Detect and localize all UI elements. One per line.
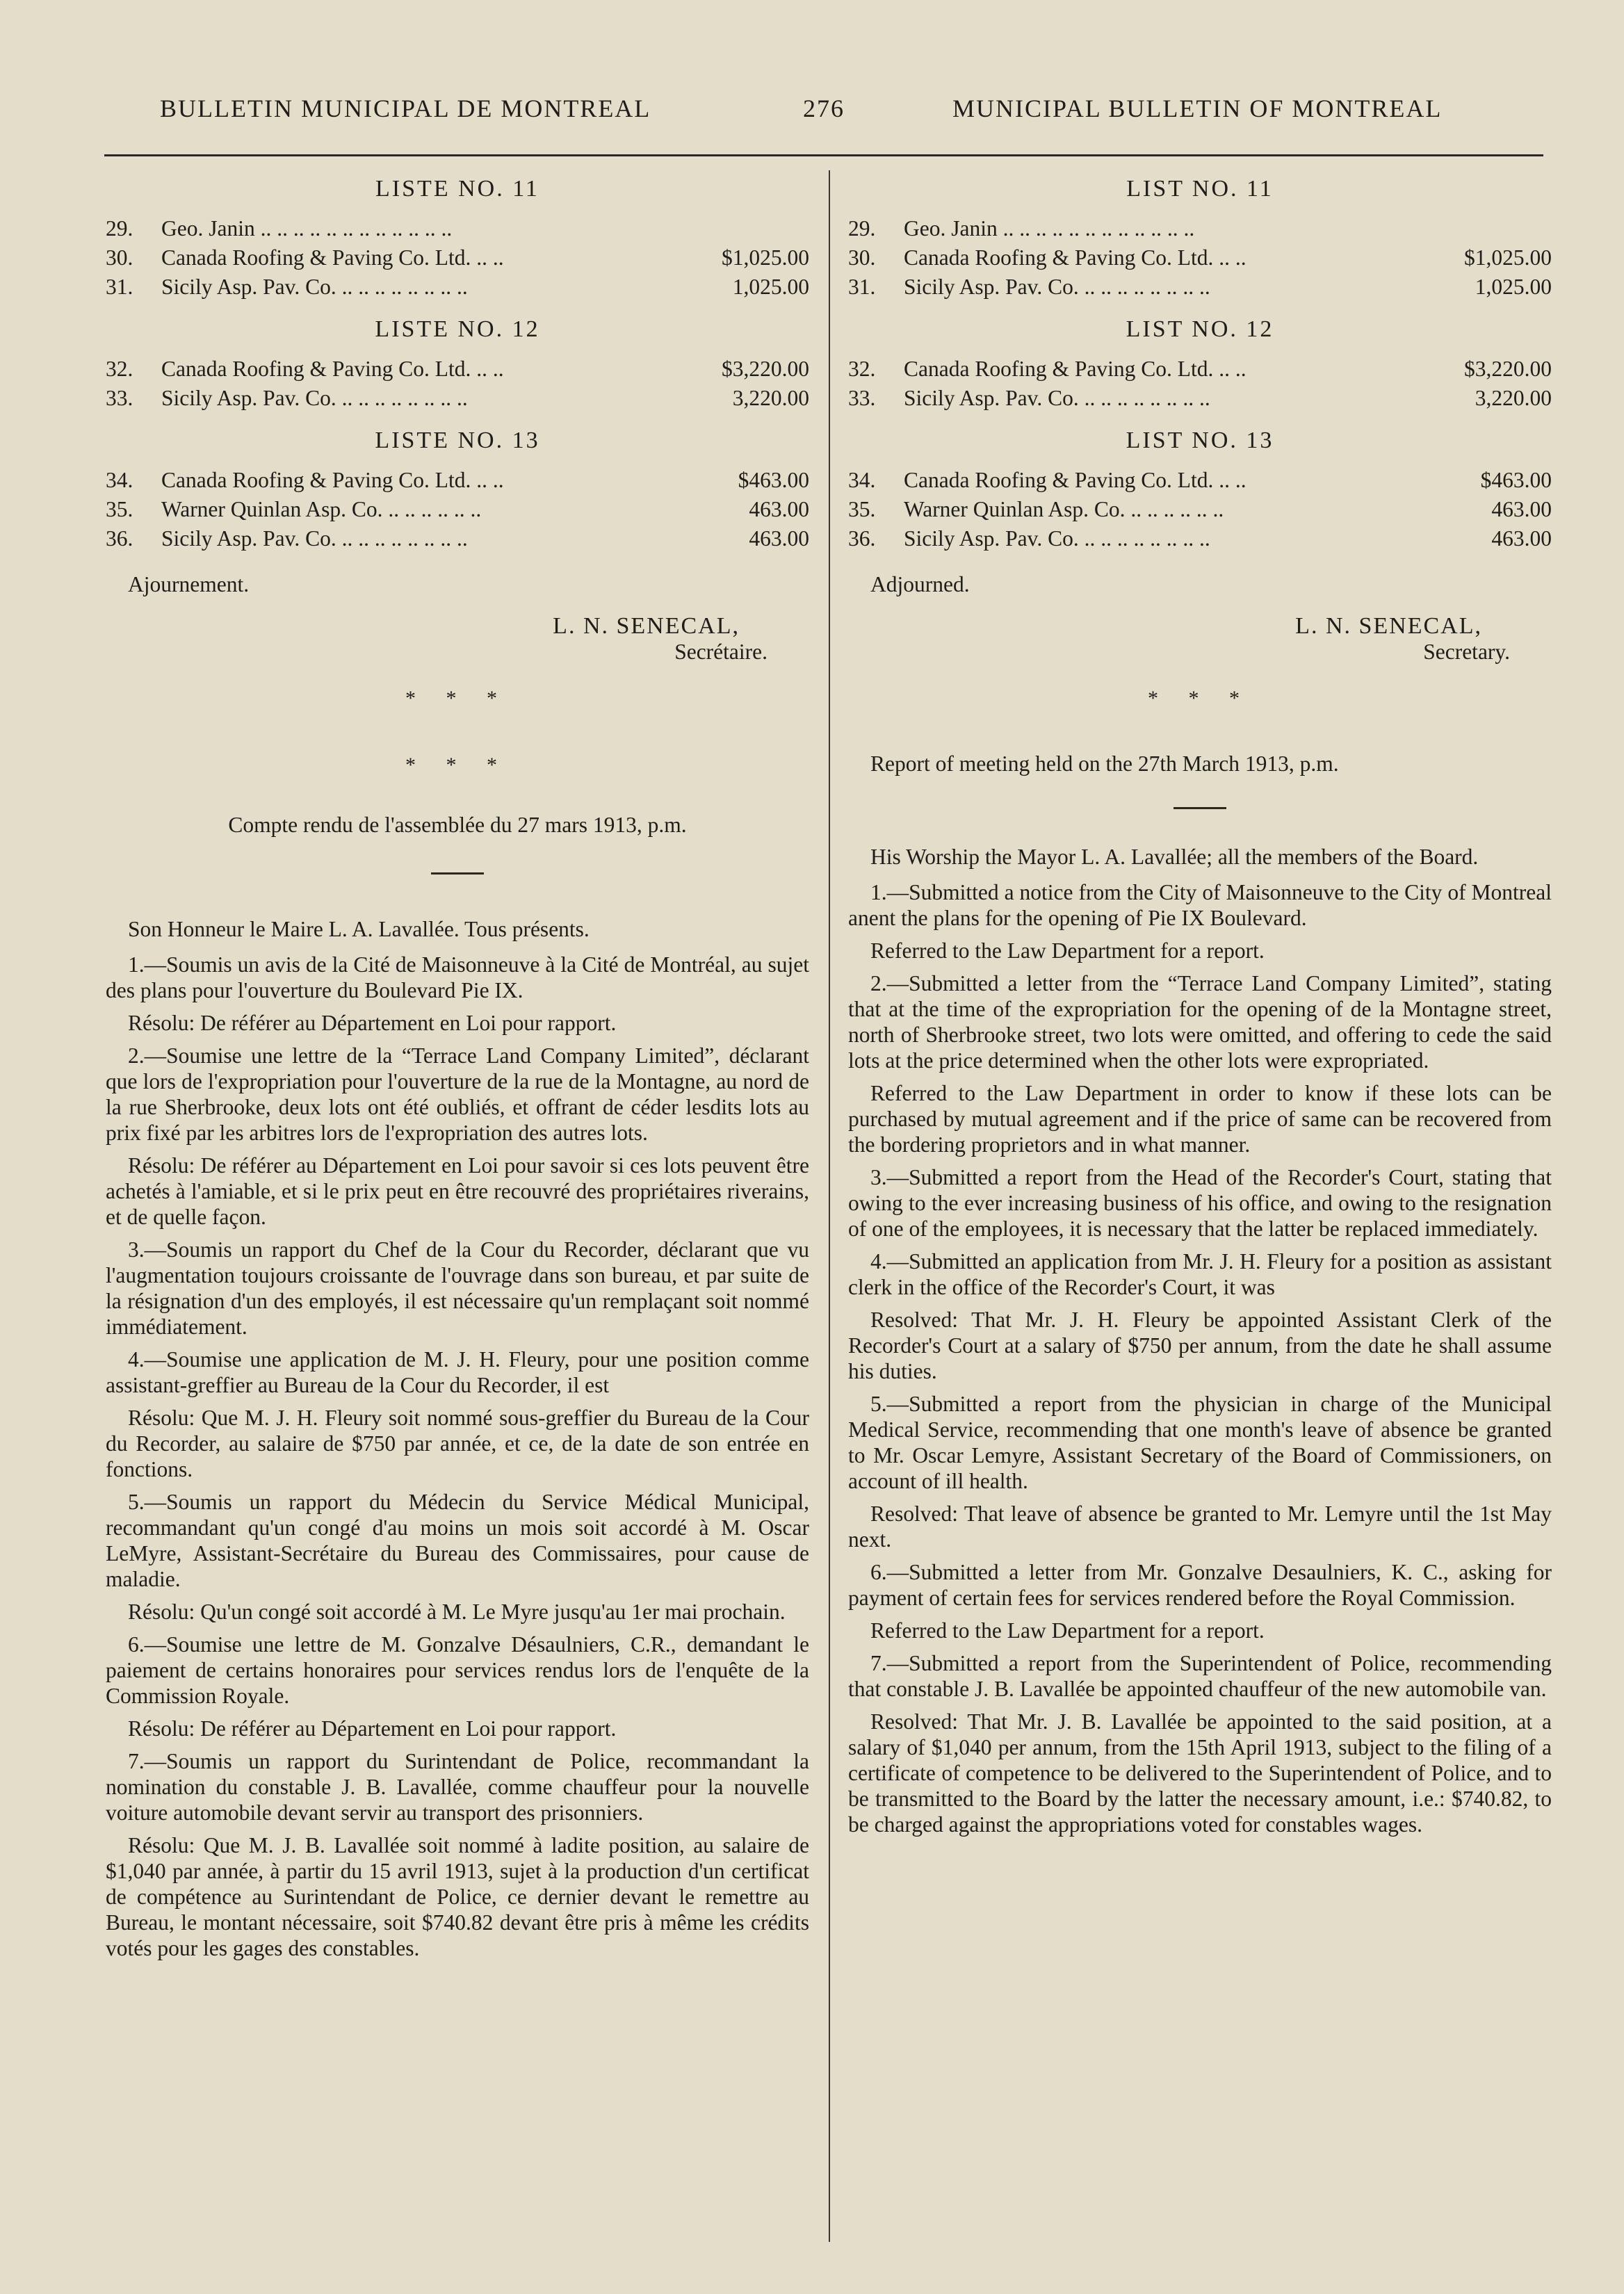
bid-amount: $463.00 [1480,468,1552,492]
bid-row [106,384,809,413]
minutes-paragraph: 3.—Soumis un rapport du Chef de la Cour du Recorder, déclarant que vu l'augmentation toujours croissante de l'ouvrage dans son bureau, et par suite de la résignation d'un des employés, il est nécessaire qu'un remplaçant soit nommé immédiatement. [106,1237,809,1339]
signature [848,613,1510,665]
minutes-paragraph: 1.—Submitted a notice from the City of Maisonneuve to the City of Montreal anent the plans for the opening of Pie IX Boulevard. [848,880,1552,930]
bid-number: 34. [848,468,876,492]
bid-amount: $463.00 [738,468,809,492]
minutes-paragraph: Referred to the Law Department in order to know if these lots can be purchased by mutual agreement and if the price of same can be recovered from the bordering proprietors and in what manner. [848,1081,1552,1157]
column-divider [829,170,830,2242]
bid-amount: 463.00 [1491,526,1552,551]
minutes-paragraph: 6.—Submitted a letter from Mr. Gonzalve Desaulniers, K. C., asking for payment of certain fees for services rendered before the Royal Commission. [848,1560,1552,1610]
signature-title: Secrétaire. [674,640,768,664]
bid-row [106,272,809,302]
minutes-paragraph: Resolved: That leave of absence be granted to Mr. Lemyre until the 1st May next. [848,1502,1552,1552]
bid-amount: 3,220.00 [1475,386,1552,410]
minutes-paragraph: His Worship the Mayor L. A. Lavallée; all the members of the Board. [870,845,1479,869]
bid-row [106,214,809,243]
bid-contractor: Sicily Asp. Pav. Co. .. .. .. .. .. .. .. .. [161,526,468,551]
header-rule [104,154,1543,156]
list-title: LISTE NO. 12 [375,316,540,342]
minutes-paragraph: 3.—Submitted a report from the Head of the Recorder's Court, stating that owing to the ever increasing business of his office, and owing to the resignation of one of the employees, it is necessary that the latter be replaced immediately. [848,1165,1552,1241]
left-column-french [106,175,809,1968]
signature-name: L. N. SENECAL, [553,613,740,639]
report-title: Report of meeting held on the 27th March 1913, p.m. [870,751,1339,776]
bid-contractor: Sicily Asp. Pav. Co. .. .. .. .. .. .. .. .. [904,386,1210,410]
minutes-paragraph: Referred to the Law Department for a report. [870,938,1265,963]
bid-contractor: Warner Quinlan Asp. Co. .. .. .. .. .. .. [161,497,482,521]
header-left-title: BULLETIN MUNICIPAL DE MONTREAL [160,95,651,122]
list-block [848,427,1552,553]
bid-number: 36. [848,526,876,551]
list-title: LIST NO. 12 [1126,316,1274,342]
bid-row [848,355,1552,384]
bid-contractor: Sicily Asp. Pav. Co. .. .. .. .. .. .. .. .. [161,275,468,299]
bid-number: 31. [106,275,133,299]
bid-contractor: Sicily Asp. Pav. Co. .. .. .. .. .. .. .. .. [904,526,1210,551]
bid-contractor: Geo. Janin .. .. .. .. .. .. .. .. .. .. .. .. [904,216,1195,241]
section-separator-stars: * * * [405,754,510,776]
bid-number: 36. [106,526,133,551]
bid-number: 33. [106,386,133,410]
minutes-paragraph: Résolu: Qu'un congé soit accordé à M. Le Myre jusqu'au 1er mai prochain. [128,1600,786,1624]
minutes-paragraph: 4.—Soumise une application de M. J. H. Fleury, pour une position comme assistant-greffier au Bureau de la Cour du Recorder, il est [106,1347,809,1397]
bid-row [106,495,809,524]
bid-number: 32. [106,357,133,381]
short-rule [1174,807,1226,809]
bid-contractor: Canada Roofing & Paving Co. Ltd. .. .. [904,245,1247,270]
minutes-paragraph: 4.—Submitted an application from Mr. J. H. Fleury for a position as assistant clerk in the office of the Recorder's Court, it was [848,1249,1552,1299]
page-header [104,94,1536,136]
minutes-paragraph: Résolu: De référer au Département en Loi pour savoir si ces lots peuvent être achetés à l'amiable, et si le prix peut en être recouvré des propriétaires riverains, et de quelle façon. [106,1153,809,1229]
minutes-paragraph: Resolved: That Mr. J. H. Fleury be appointed Assistant Clerk of the Recorder's Court at a salary of $750 per annum, from the date he shall assume his duties. [848,1308,1552,1383]
bid-contractor: Warner Quinlan Asp. Co. .. .. .. .. .. .. [904,497,1224,521]
bid-row [848,243,1552,272]
signature-name: L. N. SENECAL, [1295,613,1482,639]
list-block [106,175,809,302]
bid-row [848,466,1552,495]
bid-number: 29. [106,216,133,241]
minutes-paragraph: Referred to the Law Department for a report. [870,1618,1265,1643]
bid-contractor: Geo. Janin .. .. .. .. .. .. .. .. .. .. .. .. [161,216,453,241]
bid-number: 34. [106,468,133,492]
bid-contractor: Canada Roofing & Paving Co. Ltd. .. .. [161,468,504,492]
header-right-title: MUNICIPAL BULLETIN OF MONTREAL [952,95,1443,122]
minutes-paragraph: Résolu: Que M. J. B. Lavallée soit nommé à ladite position, au salaire de $1,040 par année, à partir du 15 avril 1913, sujet à la production d'un certificat de compétence au Surintendant de Police, ce dernier devant le remettre au Bureau, le montant nécessaire, soit $740.82 devant être pris à même les crédits votés pour les gages des constables. [106,1833,809,1960]
signature-title: Secretary. [1423,640,1510,664]
bid-amount: 463.00 [1491,497,1552,521]
bid-contractor: Canada Roofing & Paving Co. Ltd. .. .. [161,245,504,270]
list-title: LIST NO. 11 [1126,176,1274,202]
adjournment-note: Ajournement. [128,572,250,596]
bid-number: 35. [106,497,133,521]
minutes-paragraph: 2.—Soumise une lettre de la “Terrace Land Company Limited”, déclarant que lors de l'expropriation pour l'ouverture de la rue de la Montagne, au nord de la rue Sherbrooke, deux lots ont été oubliés, et offrant de céder lesdits lots au prix fixé par les arbitres lors de l'expropriation des autres lots. [106,1043,809,1145]
bid-amount: 3,220.00 [732,386,809,410]
minutes-paragraph: 7.—Soumis un rapport du Surintendant de Police, recommandant la nomination du constable J. B. Lavallée, comme chauffeur pour la nouvelle voiture automobile devant servir au transport des prisonniers. [106,1749,809,1825]
short-rule [431,872,484,875]
bid-amount: 463.00 [749,497,809,521]
minutes-paragraph: Resolved: That Mr. J. B. Lavallée be appointed to the said position, at a salary of $1,040 per annum, from the 15th April 1913, subject to the filing of a certificate of competence to be delivered to the Superintendent of Police, and to be transmitted to the Board by the latter the necessary amount, i.e.: $740.82, to be charged against the appropriations voted for constables wages. [848,1709,1552,1837]
list-block [106,316,809,413]
bid-amount: $1,025.00 [722,245,809,270]
bid-row [106,466,809,495]
minutes-paragraph: 7.—Submitted a report from the Superintendent of Police, recommending that constable J. B. Lavallée be appointed chauffeur of the new automobile van. [848,1651,1552,1701]
bid-amount: 1,025.00 [732,275,809,299]
bid-amount: $3,220.00 [722,357,809,381]
minutes-paragraph: 5.—Soumis un rapport du Médecin du Service Médical Municipal, recommandant qu'un congé d'au moins un mois soit accordé à M. Oscar LeMyre, Assistant-Secrétaire du Bureau des Commissaires, pour cause de maladie. [106,1490,809,1591]
bid-number: 30. [106,245,133,270]
page-number: 276 [803,95,845,122]
minutes-paragraph: Résolu: De référer au Département en Loi pour rapport. [128,1716,617,1741]
section-separator-stars: * * * [1148,687,1252,710]
bid-row [106,524,809,553]
bid-row [848,495,1552,524]
bid-amount: 1,025.00 [1475,275,1552,299]
minutes-paragraph: 6.—Soumise une lettre de M. Gonzalve Désaulniers, C.R., demandant le paiement de certains honoraires pour services rendus lors de l'enquête de la Commission Royale. [106,1632,809,1708]
bid-row [848,524,1552,553]
list-block [848,316,1552,413]
adjournment-note: Adjourned. [870,572,970,596]
minutes-paragraph: Son Honneur le Maire L. A. Lavallée. Tous présents. [128,917,590,941]
bid-row [848,214,1552,243]
bid-amount: $1,025.00 [1464,245,1552,270]
bid-row [848,272,1552,302]
bid-amount: $3,220.00 [1464,357,1552,381]
section-separator-stars: * * * [405,687,510,710]
signature [106,613,768,665]
bid-number: 29. [848,216,876,241]
bid-contractor: Canada Roofing & Paving Co. Ltd. .. .. [904,468,1247,492]
minutes-paragraph: Résolu: Que M. J. H. Fleury soit nommé sous-greffier du Bureau de la Cour du Recorder, au salaire de $750 par année, et ce, de la date de son entrée en fonctions. [106,1406,809,1481]
bid-row [106,243,809,272]
bid-number: 33. [848,386,876,410]
bid-contractor: Canada Roofing & Paving Co. Ltd. .. .. [161,357,504,381]
bid-number: 32. [848,357,876,381]
bid-amount: 463.00 [749,526,809,551]
bid-contractor: Sicily Asp. Pav. Co. .. .. .. .. .. .. .. .. [161,386,468,410]
bid-contractor: Sicily Asp. Pav. Co. .. .. .. .. .. .. .. .. [904,275,1210,299]
report-title: Compte rendu de l'assemblée du 27 mars 1913, p.m. [228,813,687,837]
list-title: LIST NO. 13 [1126,428,1274,453]
minutes-paragraph: 2.—Submitted a letter from the “Terrace Land Company Limited”, stating that at the time of the expropriation for the opening of de la Montagne street, north of Sherbrooke street, two lots were omitted, and offering to cede the said lots at the price determined when the other lots were expropriated. [848,971,1552,1073]
list-title: LISTE NO. 11 [375,176,539,202]
list-block [848,175,1552,302]
bid-row [106,355,809,384]
right-column-english [848,175,1552,1844]
bid-contractor: Canada Roofing & Paving Co. Ltd. .. .. [904,357,1247,381]
minutes-paragraph: 5.—Submitted a report from the physician in charge of the Municipal Medical Service, recommending that one month's leave of absence be granted to Mr. Oscar Lemyre, Assistant Secretary of the Board of Commissioners, on account of ill health. [848,1392,1552,1493]
bid-number: 35. [848,497,876,521]
minutes-paragraph: 1.—Soumis un avis de la Cité de Maisonneuve à la Cité de Montréal, au sujet des plans pour l'ouverture du Boulevard Pie IX. [106,952,809,1002]
minutes-paragraph: Résolu: De référer au Département en Loi pour rapport. [128,1011,617,1035]
bid-number: 30. [848,245,876,270]
list-title: LISTE NO. 13 [375,428,540,453]
bid-number: 31. [848,275,876,299]
list-block [106,427,809,553]
bid-row [848,384,1552,413]
